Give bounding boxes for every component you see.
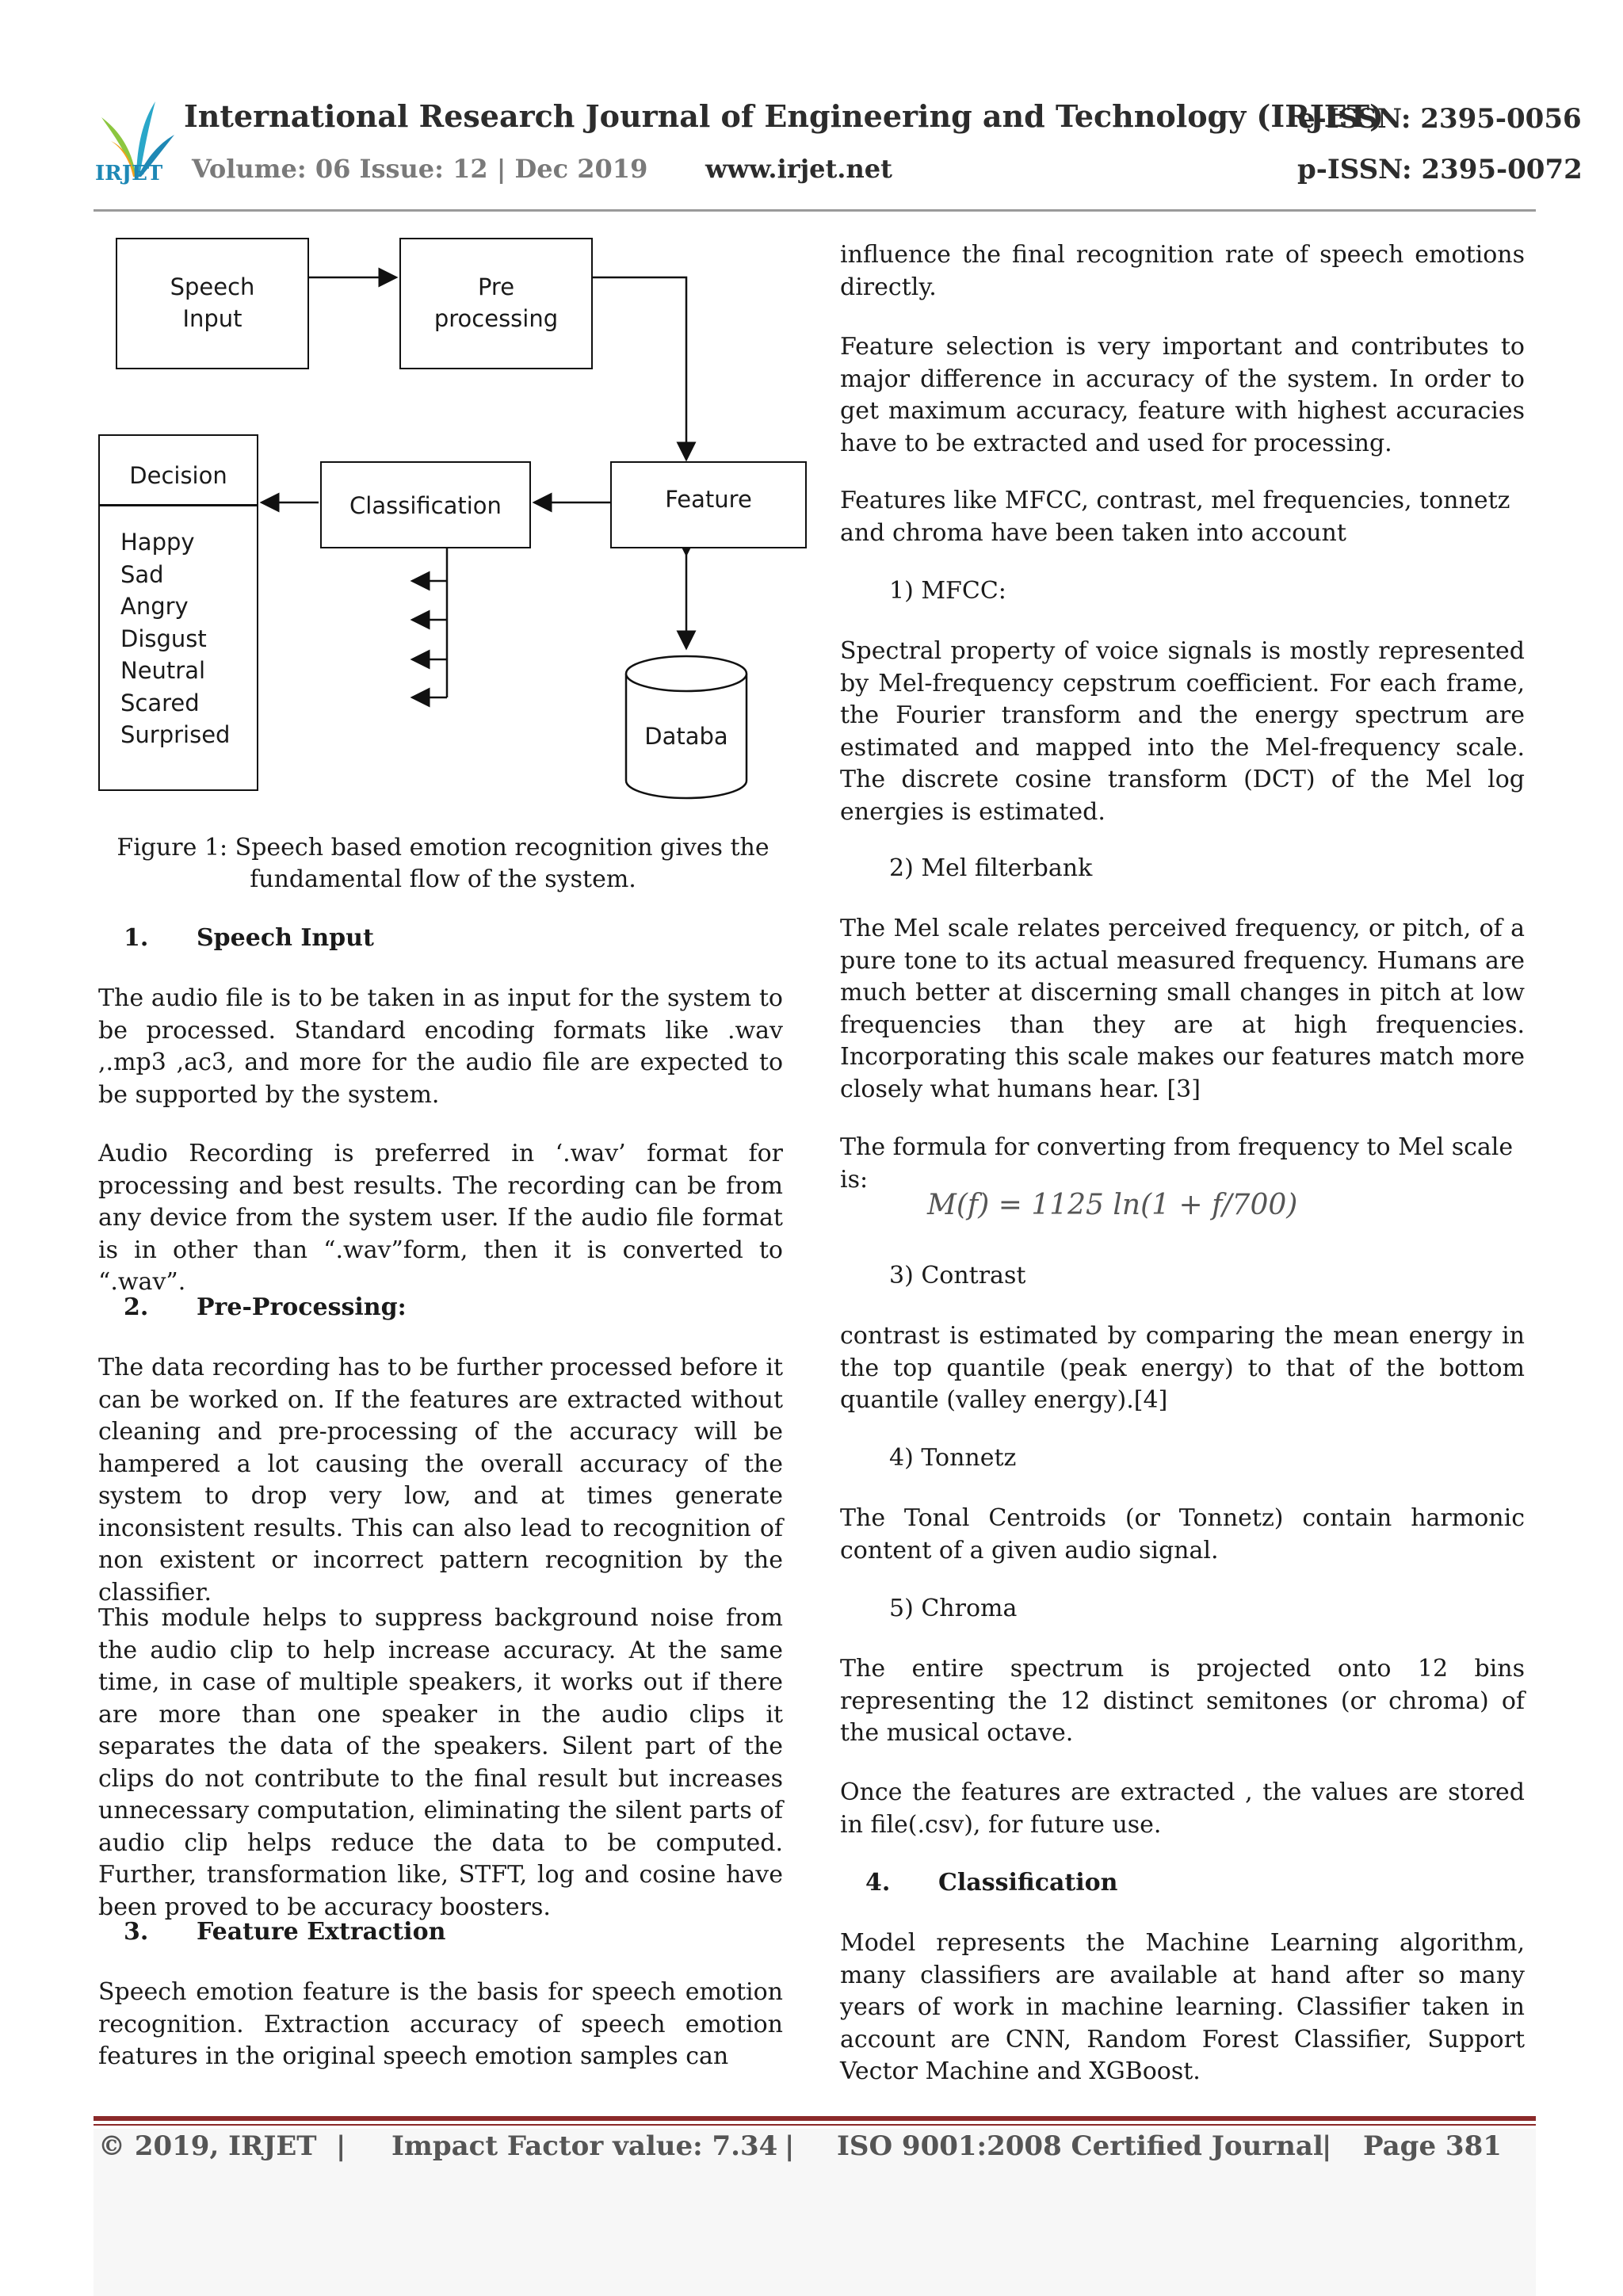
section-3-number: 3. (124, 1918, 149, 1946)
p-issn: p-ISSN: 2395-0072 (1297, 154, 1583, 185)
speech-input-line2: Input (182, 305, 242, 332)
feature-box (610, 461, 807, 548)
section-4-title: Classification (938, 1869, 1118, 1897)
item-chroma: 5) Chroma (889, 1595, 1018, 1622)
section-2-title: Pre-Processing: (197, 1293, 407, 1321)
volume-issue: Volume: 06 Issue: 12 | Dec 2019 (192, 154, 648, 184)
pre-processing-line2: processing (433, 305, 559, 332)
formula-intro: The formula for converting from frequency to Mel scale is: (840, 1133, 1514, 1194)
mel-para: The Mel scale relates perceived frequency, or pitch, of a pure tone to its actual measured frequency. Humans are much better at discerning small changes in pitch at low frequencies than they are at high frequencies. Incorporating this scale makes our features match more closely what humans hear. [3] (840, 915, 1525, 1103)
emotion-item: Angry (120, 593, 189, 620)
emotion-item: Scared (120, 689, 200, 716)
section-3-para-1: Speech emotion feature is the basis for speech emotion recognition. Extraction accuracy of speech emotion features in the original speech emotion samples can (98, 1978, 783, 2070)
mfcc-para: Spectral property of voice signals is mostly represented by Mel-frequency cepstrum coefficient. For each frame, the Fourier transform and the energy spectrum are estimated and mapped into the Mel-frequency scale. The discrete cosine transform (DCT) of the Mel log energies is estimated. (840, 637, 1525, 826)
pre-processing-box (399, 238, 593, 369)
database-label: Databa (644, 723, 728, 750)
pre-processing-line1: Pre (477, 273, 515, 300)
section-1-para-2: Audio Recording is preferred in ‘.wav’ format for processing and best results. The recording can be from any device from the system user. If the audio file format is in other than “.wav”form, then it is converted to “.wav”. (98, 1140, 783, 1296)
caption-line2: fundamental flow of the system. (250, 865, 636, 893)
right-para-selection: Feature selection is very important and contributes to major difference in accuracy of the system. In order to get maximum accuracy, feature with highest accuracies have to be extracted and used for processing. (840, 333, 1525, 457)
emotion-item: Neutral (120, 657, 206, 684)
section-4-number: 4. (865, 1869, 891, 1897)
decision-label: Decision (129, 462, 227, 489)
section-2-number: 2. (124, 1293, 149, 1321)
footer-iso: ISO 9001:2008 Certified Journal (837, 2130, 1323, 2162)
section-1-number: 1. (124, 924, 149, 952)
footer-separator: | (336, 2130, 346, 2162)
right-para-continued: influence the final recognition rate of speech emotions directly. (840, 241, 1525, 301)
item-contrast: 3) Contrast (889, 1262, 1026, 1289)
classification-para: Model represents the Machine Learning algorithm, many classifiers are available at hand after so many years of work in machine learning. Classifier taken in account are CNN, Random Forest Classifier, Support Vector Machine and XGBoost. (840, 1929, 1525, 2085)
footer-copyright: © 2019, IRJET (98, 2130, 317, 2162)
footer-separator: | (785, 2130, 795, 2162)
website-link[interactable]: www.irjet.net (705, 154, 892, 184)
decision-box (98, 434, 258, 791)
mel-formula: M(f) = 1125 ln(1 + f/700) (927, 1189, 1298, 1221)
e-issn: e-ISSN: 2395-0056 (1298, 103, 1582, 135)
decision-divider (100, 504, 257, 506)
footer-rule-thin (94, 2124, 1536, 2126)
item-mel-filterbank: 2) Mel filterbank (889, 854, 1093, 882)
classification-box (320, 461, 531, 548)
emotion-list (120, 526, 230, 751)
tonnetz-para: The Tonal Centroids (or Tonnetz) contain harmonic content of a given audio signal. (840, 1504, 1525, 1564)
speech-input-box (116, 238, 309, 369)
right-para-features-like: Features like MFCC, contrast, mel frequencies, tonnetz and chroma have been taken into account (840, 487, 1510, 547)
journal-title: International Research Journal of Engineering and Technology (IRJET) (184, 98, 1384, 134)
emotion-item: Happy (120, 529, 195, 556)
footer-separator: | (1322, 2130, 1332, 2162)
feature-label: Feature (665, 486, 752, 513)
footer-page-number: Page 381 (1363, 2130, 1502, 2162)
figure-caption (98, 832, 788, 896)
contrast-para: contrast is estimated by comparing the mean energy in the top quantile (peak energy) to that of the bottom quantile (valley energy).[4] (840, 1322, 1525, 1414)
section-2-para-1: The data recording has to be further processed before it can be worked on. If the features are extracted without cleaning and pre-processing of the accuracy will be hampered a lot causing the overall accuracy of the system to drop very low, and at times generate inconsistent results. This can also lead to recognition of non existent or incorrect pattern recognition by the classifier. (98, 1354, 783, 1606)
speech-input-line1: Speech (170, 273, 255, 300)
emotion-item: Surprised (120, 721, 231, 748)
section-1-para-1: The audio file is to be taken in as input for the system to be processed. Standard encoding formats like .wav ,.mp3 ,ac3, and more for the audio file are expected to be supported by the system. (98, 984, 783, 1109)
classification-label: Classification (349, 492, 502, 519)
item-mfcc: 1) MFCC: (889, 577, 1006, 605)
chroma-para: The entire spectrum is projected onto 12 bins representing the 12 distinct semitones (or chroma) of the musical octave. (840, 1655, 1525, 1747)
section-3-title: Feature Extraction (197, 1918, 446, 1946)
footer-rule-thick (94, 2116, 1536, 2121)
footer-impact-factor: Impact Factor value: 7.34 (391, 2130, 778, 2162)
logo-text: IRJET (95, 162, 163, 185)
item-tonnetz: 4) Tonnetz (889, 1444, 1017, 1472)
arrow-pre-to-feature (593, 277, 686, 460)
emotion-item: Disgust (120, 625, 207, 652)
stored-para: Once the features are extracted , the values are stored in file(.csv), for future use. (840, 1778, 1525, 1839)
emotion-item: Sad (120, 560, 164, 588)
section-2-para-2: This module helps to suppress background noise from the audio clip to help increase accuracy. At the same time, in case of multiple speakers, it works out if there are more than one speaker in the audio clips it separates the data of the speakers. Silent part of the clips do not contribute to the final result but increases unnecessary computation, eliminating the silent parts of audio clip helps reduce the data to be computed. Further, transformation like, STFT, log and cosine have been proved to be accuracy boosters. (98, 1604, 783, 1921)
caption-line1: Figure 1: Speech based emotion recognition gives the (116, 834, 769, 861)
section-1-title: Speech Input (197, 924, 374, 952)
